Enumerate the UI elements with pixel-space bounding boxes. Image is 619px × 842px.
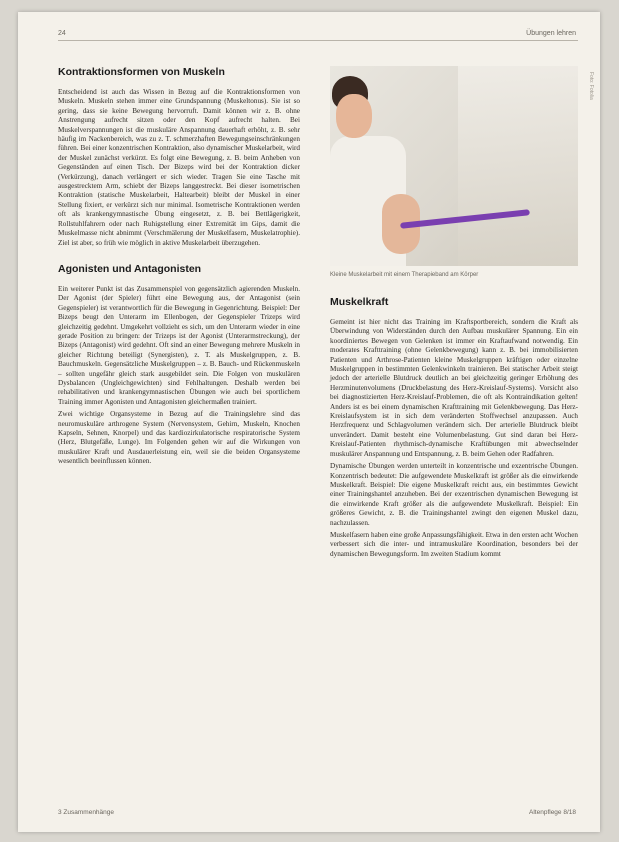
paragraph: Gemeint ist hier nicht das Training im Kraftsportbereich, sondern die Kraft als Überwindung von Widerständen durch den Aufbau muskulärer Spannung. Ein ein koordiniertes Bewegen von Gelenken ist immer ein Kraftaufwand notwendig. Ein moderates Krafttraining (ohne Gelenkbewegung) kann z. B. bei immobilisierten Patienten und Arthrose-Patienten kleine Muskelgruppen kräftigen oder einzelne Muskelgruppen in bestimmten Gelenkwinkeln trainieren. Bei statischer Arbeit steigt jedoch der arterielle Blutdruck deutlich an bei gleichzeitig geringer Erhöhung des Herzminutenvolumens (Druckbelastung des Herz-Kreislauf-Systems). Vorsicht also bei diagnostizierten Herz-Kreislauf-Problemen, die oft als Kontraindikation gelten! Anders ist es bei einem dynamischen Krafttraining mit Gelenkbewegung. Das Herz-Kreislaufsystem ist in sich dem veränderten Stoffwechsel anzupassen. Auch Herzfrequenz und Schlagvolumen verändern sich. Der arterielle Blutdruck bleibt unverändert. Damit besteht eine Volumenbelastung. Gut sind daran bei Herz-Kreislauf-Patienten rhythmisch-dynamische Kraftübungen mit abwechselnder muskulärer Anspannung und Entspannung, z. B. beim Gehen oder Radfahren. [330,318,578,458]
footer-left: 3 Zusammenhänge [58,809,115,816]
left-column [58,66,300,470]
photo-woman-exercise-band [330,66,578,266]
paragraph: Zwei wichtige Organsysteme in Bezug auf die Trainingslehre sind das neuromuskuläre arthrogene System (Nervensystem, Gehirn, Muskeln, Knochen Kapseln, Sehnen, Knorpel) und das kardiozirkulatorische respiratorische System (Herz, Blutgefäße, Lunge). Im Folgenden gehen wir auf die Wirkungen von muskulärer Kraft und Ausdauerleistung ein, weil sie die beiden Organsysteme wesentlich beeinflussen können. [58,410,300,466]
paragraph: Ein weiterer Punkt ist das Zusammenspiel von gegensätzlich agierenden Muskeln. Der Agonist (der Spieler) führt eine Bewegung aus, der Antagonist (sein Gegenspieler) ist verantwortlich für die Bewegung in Gegenrichtung. Beispiel: Der Bizeps beugt den Unterarm im Ellenbogen, der Gegenspieler Trizeps wird gleichzeitig gedehnt. Umgekehrt vollzieht es sich, um den Unterarm wieder in eine gerade Position zu bringen: der Trizeps ist der Agonist (Unterarmstreckung), der Bizeps (Antagonist) wird gedehnt. Oft sind an einer Bewegung mehrere Muskeln in gleicher Richtung beteiligt (Synergisten), z. T. als Muskelgruppen, z. B. Bauchmuskeln. Gegensätzliche Muskelgruppen – z. B. Bauch- und Rückenmuskeln – sollten ungefähr gleich stark ausgebildet sein. Die Folgen von muskulären Dysbalancen (Ungleichgewichten) sind Fehlhaltungen. Deshalb werden bei rehabilitativen und krankengymnastischen Übungen wie auch bei sportlichem Training immer Agonisten und Antagonisten gleichermaßen trainiert. [58,284,300,406]
photo-caption: Kleine Muskelarbeit mit einem Therapieband am Körper [330,272,479,278]
right-column [330,66,578,562]
photo-credit: Foto: Fotolia [588,72,594,100]
heading-agonisten: Agonisten und Antagonisten [58,262,202,275]
paragraph: Entscheidend ist auch das Wissen in Bezug auf die Kontraktionsformen von Muskeln. Muskeln stehen immer eine Grundspannung (Muskeltonus). Sie ist so gering, dass sie keine Bewegung hervorruft. Damit können wir z. B. ohne Anstrengung aufrecht sitzen oder den Kopf aufrecht halten. Bei Muskelverspannungen ist die muskuläre Anspannung dauerhaft erhöht, z. B. sehr häufig im Nackenbereich, was zu z. T. schmerzhaften Bewegungseinschränkungen führen. Bei einer konzentrischen Kontraktion, also dynamischer Muskelarbeit, wird der Muskel zunächst verkürzt. Es folgt eine Bewegung, z. B. beim Anheben von Gegenständen auf einen Tisch. Der Bizeps wird bei der Kontraktion dicker (Verkürzung), danach verlängert er sich wieder. Tragen Sie eine Tasche mit ausgestrecktem Arm, schiebt der Bizeps langgestreckt. Bei dieser isometrischen Kontraktion (statische Muskelarbeit, Haltearbeit) bleibt der Muskel in einer Stellung fixiert, er verkürzt sich nur minimal. Isometrische Kontraktionen werden oft als krankengymnastische Übung eingesetzt, z. B. bei Bettlägerigkeit, Rollstuhlfahrern oder nach Ruhigstellung einer Extremität im Gips, damit die Muskelmasse nicht abnimmt (Verschmälerung der Muskelfasern, Muskelatrophie). Ziel ist aber, so früh wie möglich in aktive Muskelarbeit überzugehen. [58,88,300,247]
heading-muskelkraft: Muskelkraft [330,296,389,308]
section-title: Übungen lehren [526,30,576,37]
document-page [18,12,600,832]
paragraph: Muskelfasern haben eine große Anpassungsfähigkeit. Etwa in den ersten acht Wochen verbessert sich die inter- und intramuskuläre Koordination, besonders bei der dynamischen Bewegungsform. Im zweiten Stadium kommt [330,530,578,558]
footer-right: Altenpflege 8/18 [529,809,576,816]
heading-kontraktionsformen: Kontraktionsformen von Muskeln [58,66,225,78]
paragraph: Dynamische Übungen werden unterteilt in konzentrische und exzentrische Übungen. Konzentrisch bedeutet: Die aufgewendete Muskelkraft ist größer als die einwirkende Muskelkraft. Beispiel: Die eigene Muskelkraft reicht aus, ein bestimmtes Gewicht einer Trainingshantel anzuheben. Bei der exzentrischen dynamischen Bewegung ist die einwirkende Kraft größer als die aufgewendete Muskelkraft. Beispiel: Ein größeres Gewicht, z. B. die Trainingshantel zwingt den eigenen Muskel dazu, nachzulassen. [330,462,578,527]
header-rule [58,40,578,41]
page-number: 24 [58,30,66,37]
